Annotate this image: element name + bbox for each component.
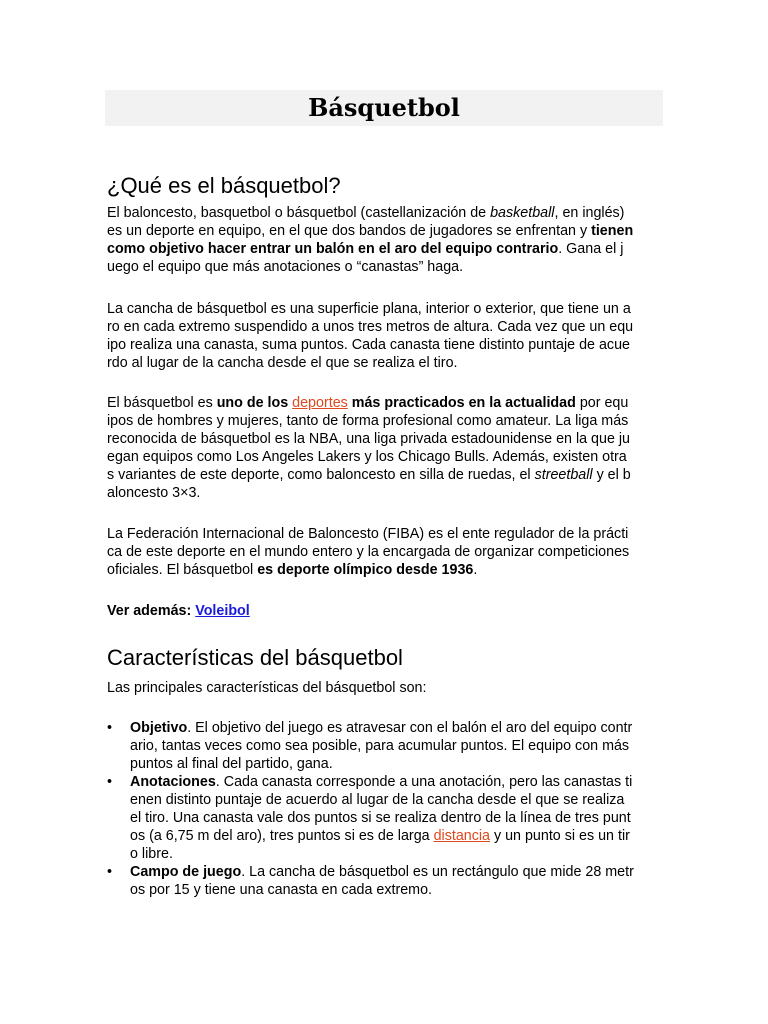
characteristics-list bbox=[107, 719, 667, 899]
characteristics-intro: Las principales características del básquetbol son: bbox=[107, 680, 427, 696]
list-item: • Campo de juego. La cancha de básquetbol es un rectángulo que mide 28 metr os por 15 y tiene una canasta en cada extremo. bbox=[107, 864, 634, 898]
see-also-label: Ver además: bbox=[107, 603, 196, 619]
bullet-icon: • bbox=[107, 720, 113, 736]
voleibol-link[interactable]: Voleibol bbox=[195, 603, 250, 619]
see-also bbox=[107, 602, 663, 620]
bullet-icon: • bbox=[107, 864, 113, 880]
document-title: Básquetbol bbox=[105, 90, 663, 126]
paragraph-definition: El baloncesto, basquetbol o básquetbol (castellanización de basketball, en inglés) es un deporte en equipo, en el que dos bandos de jugadores se enfrentan y tienen como objetivo hacer entrar un balón en el aro del equipo contrario. Gana el j uego el equipo que más anotaciones o “canastas” haga. bbox=[107, 205, 634, 275]
paragraph-court: La cancha de básquetbol es una superficie plana, interior o exterior, que tiene un a ro en cada extremo suspendido a unos tres metros de altura. Cada vez que un equ ipo realiza una canasta, suma puntos. Cada canasta tiene distinto puntaje de acue rdo al lugar de la cancha desde el que se realiza el tiro. bbox=[107, 301, 634, 371]
paragraph-fiba: La Federación Internacional de Baloncesto (FIBA) es el ente regulador de la prácti ca de este deporte en el mundo entero y la encargada de organizar competiciones oficiales. El básquetbol es deporte olímpico desde 1936. bbox=[107, 526, 630, 578]
distancia-link[interactable]: distancia bbox=[433, 828, 491, 844]
section-heading-what-is: ¿Qué es el básquetbol? bbox=[107, 173, 341, 198]
section-heading-characteristics: Características del básquetbol bbox=[107, 645, 403, 670]
paragraph-popularity: El básquetbol es uno de los deportes más practicados en la actualidad por equ ipos de hombres y mujeres, tanto de forma profesional como amateur. La liga más reconocida de básquetbol es la NBA, una liga privada estadounidense en la que ju egan equipos como Los Angeles Lakers y los Chicago Bulls. Además, existen otra s variantes de este deporte, como baloncesto en silla de ruedas, el streetball y el b aloncesto 3×3. bbox=[107, 395, 631, 501]
bullet-icon: • bbox=[107, 774, 113, 790]
list-item: • Objetivo. El objetivo del juego es atravesar con el balón el aro del equipo contr ario, tantas veces como sea posible, para acumular puntos. El equipo con más puntos al final del partido, gana. bbox=[107, 720, 633, 772]
list-item: • Anotaciones. Cada canasta corresponde a una anotación, pero las canastas ti enen distinto puntaje de acuerdo al lugar de la cancha desde el que se realiza el tiro. Una canasta vale dos puntos si se realiza dentro de la línea de tres punt os (a 6,75 m del aro), tres puntos si es de larga distancia y un punto si es un tir o libre. bbox=[107, 774, 633, 862]
deportes-link[interactable]: deportes bbox=[292, 395, 348, 411]
